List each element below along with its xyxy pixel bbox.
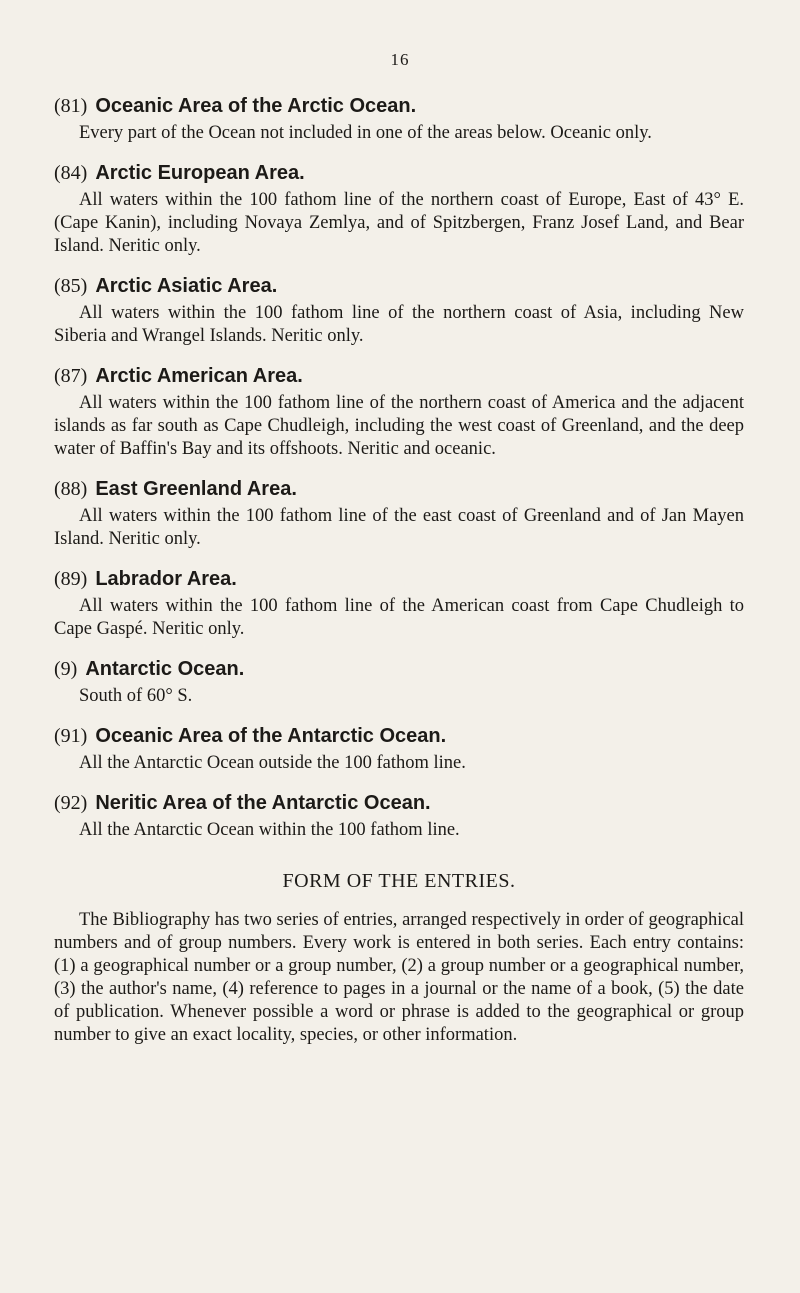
section-heading <box>54 655 744 683</box>
section-body: All waters within the 100 fathom line of the east coast of Greenland and of Jan Mayen Island. Neritic only. <box>54 506 744 549</box>
section-number: (81) <box>54 95 88 117</box>
section-title: Arctic American Area. <box>95 365 303 387</box>
page-content <box>54 92 744 1047</box>
section-body: All waters within the 100 fathom line of the American coast from Cape Chudleigh to Cape Gaspé. Neritic only. <box>54 596 744 639</box>
section-title: Oceanic Area of the Antarctic Ocean. <box>95 725 447 747</box>
section-body: All waters within the 100 fathom line of the northern coast of America and the adjacent islands as far south as Cape Chudleigh, including the west coast of Greenland, and the deep water of Baffin's Bay and its offshoots. Neritic and oceanic. <box>54 393 744 459</box>
section-84 <box>54 159 744 258</box>
section-body: South of 60° S. <box>79 686 193 706</box>
page-number: 16 <box>390 50 410 69</box>
section-title: Arctic Asiatic Area. <box>95 275 278 297</box>
section-heading <box>54 362 744 390</box>
section-title: Antarctic Ocean. <box>85 658 245 680</box>
section-title: East Greenland Area. <box>95 478 297 500</box>
section-number: (88) <box>54 478 88 500</box>
section-number: (89) <box>54 568 88 590</box>
section-88 <box>54 475 744 551</box>
section-number: (9) <box>54 658 78 680</box>
section-body: Every part of the Ocean not included in one of the areas below. Oceanic only. <box>79 123 652 143</box>
section-title: Arctic European Area. <box>95 162 305 184</box>
section-title: Labrador Area. <box>95 568 237 590</box>
section-body: All waters within the 100 fathom line of the northern coast of Asia, including New Siberia and Wrangel Islands. Neritic only. <box>54 303 744 346</box>
section-92 <box>54 789 744 842</box>
section-title: Neritic Area of the Antarctic Ocean. <box>95 792 431 814</box>
section-number: (87) <box>54 365 88 387</box>
section-91 <box>54 722 744 775</box>
section-87 <box>54 362 744 461</box>
section-number: (85) <box>54 275 88 297</box>
section-heading <box>54 159 744 187</box>
section-9 <box>54 655 744 708</box>
section-number: (84) <box>54 162 88 184</box>
section-89 <box>54 565 744 641</box>
section-number: (91) <box>54 725 88 747</box>
section-heading <box>54 565 744 593</box>
section-heading <box>54 475 744 503</box>
section-number: (92) <box>54 792 88 814</box>
form-of-entries-title: FORM OF THE ENTRIES. <box>282 870 516 892</box>
section-body: All waters within the 100 fathom line of the northern coast of Europe, East of 43° E. (Cape Kanin), including Novaya Zemlya, and of Spitzbergen, Franz Josef Land, and Bear Island. Neritic only. <box>54 190 744 256</box>
section-85 <box>54 272 744 348</box>
section-heading <box>54 722 744 750</box>
section-heading <box>54 272 744 300</box>
section-81 <box>54 92 744 145</box>
section-heading <box>54 92 744 120</box>
section-body: All the Antarctic Ocean outside the 100 fathom line. <box>79 753 466 773</box>
form-of-entries-body: The Bibliography has two series of entries, arranged respectively in order of geographical numbers and of group numbers. Every work is entered in both series. Each entry contains: (1) a geographical number or a group number, (2) a group number or a geographical number, (3) the author's name, (4) reference to pages in a journal or the name of a book, (5) the date of publication. Whenever possible a word or phrase is added to the geographical or group number to give an exact locality, species, or other information. <box>54 910 744 1045</box>
section-title: Oceanic Area of the Arctic Ocean. <box>95 95 417 117</box>
section-heading <box>54 789 744 817</box>
section-body: All the Antarctic Ocean within the 100 fathom line. <box>79 820 460 840</box>
